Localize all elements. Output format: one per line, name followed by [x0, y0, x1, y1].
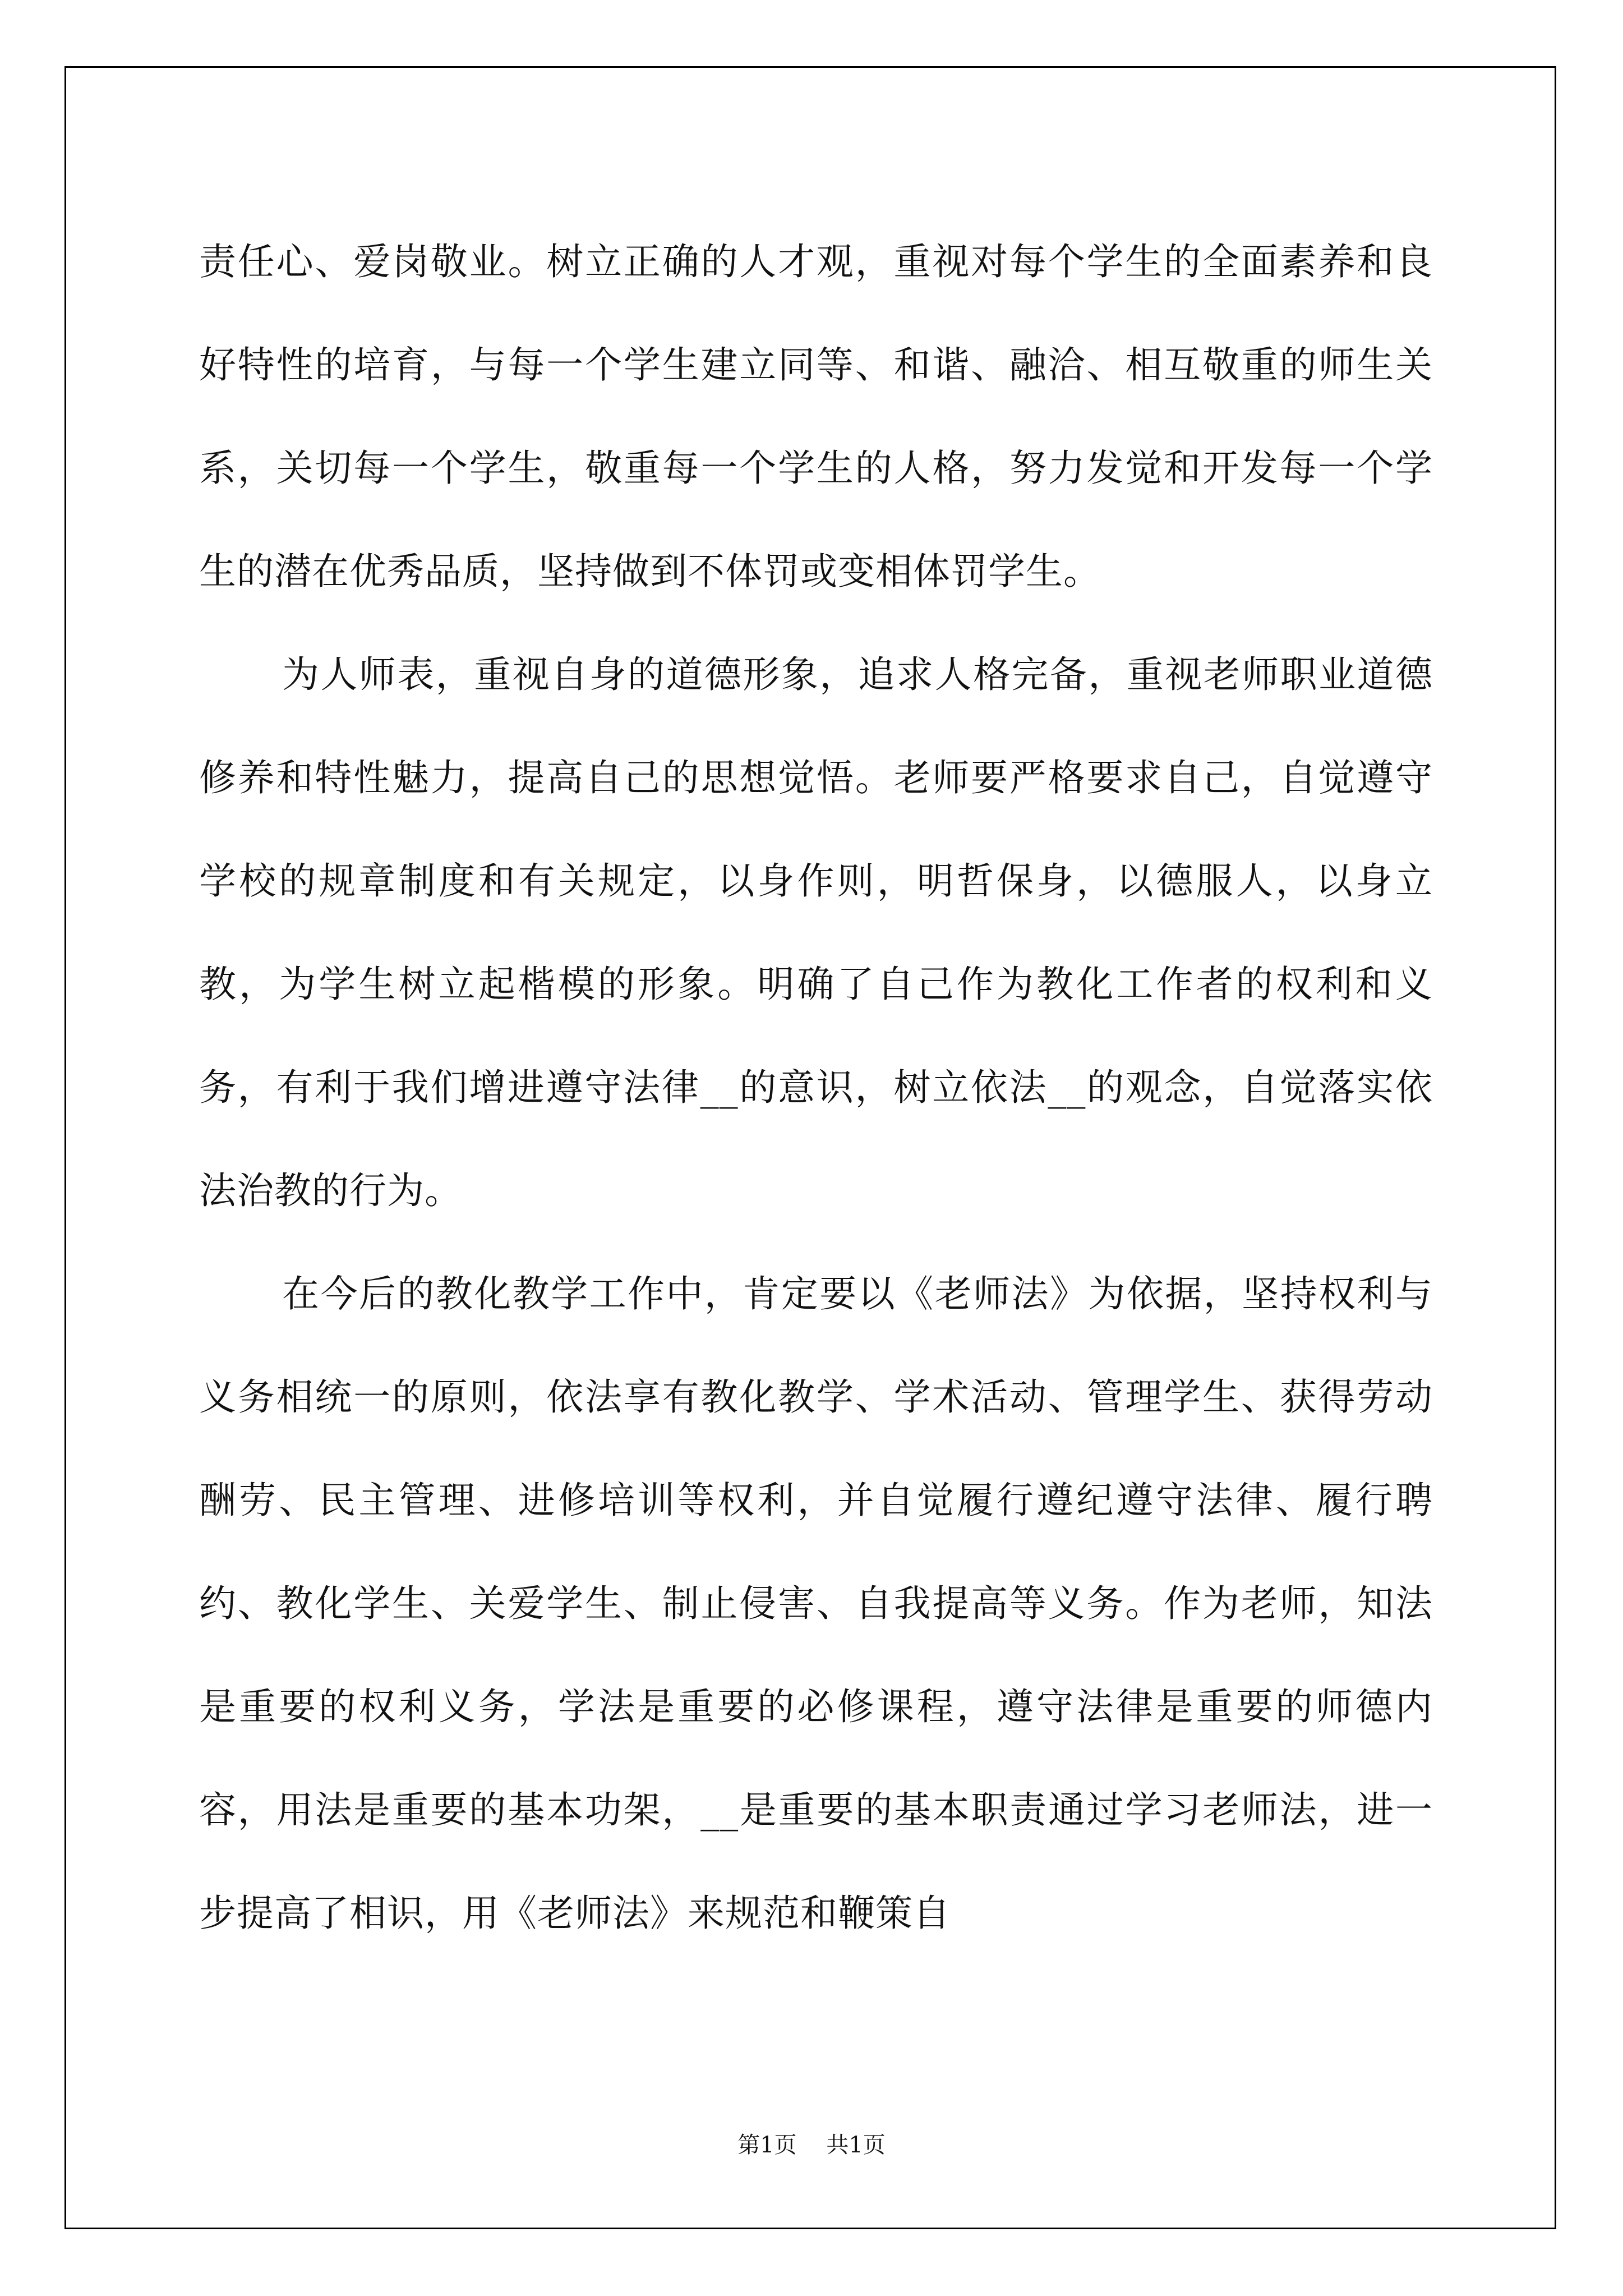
- page-number-total: 共1页: [826, 2132, 886, 2158]
- paragraph-3: 在今后的教化教学工作中，肯定要以《老师法》为依据，坚持权利与义务相统一的原则，依法享有教化教学、学术活动、管理学生、获得劳动酬劳、民主管理、进修培训等权利，并自觉履行遵纪遵守法律、履行聘约、教化学生、关爱学生、制止侵害、自我提高等义务。作为老师，知法是重要的权利义务，学法是重要的必修课程，遵守法律是重要的师德内容，用法是重要的基本功架，__是重要的基本职责通过学习老师法，进一步提高了相识，用《老师法》来规范和鞭策自: [199, 1272, 1433, 1935]
- page-footer: [0, 2127, 1623, 2159]
- paragraph-2: 为人师表，重视自身的道德形象，追求人格完备，重视老师职业道德修养和特性魅力，提高自己的思想觉悟。老师要严格要求自己，自觉遵守学校的规章制度和有关规定，以身作则，明哲保身，以德服人，以身立教，为学生树立起楷模的形象。明确了自己作为教化工作者的权利和义务，有利于我们增进遵守法律__的意识，树立依法__的观念，自觉落实依法治教的行为。: [199, 653, 1433, 1212]
- page-number-current: 第1页: [737, 2132, 797, 2158]
- paragraph-1: 责任心、爱岗敬业。树立正确的人才观，重视对每个学生的全面素养和良好特性的培育，与每一个学生建立同等、和谐、融洽、相互敬重的师生关系，关切每一个学生，敬重每一个学生的人格，努力发觉和开发每一个学生的潜在优秀品质，坚持做到不体罚或变相体罚学生。: [199, 240, 1433, 593]
- document-body: [199, 210, 1433, 1965]
